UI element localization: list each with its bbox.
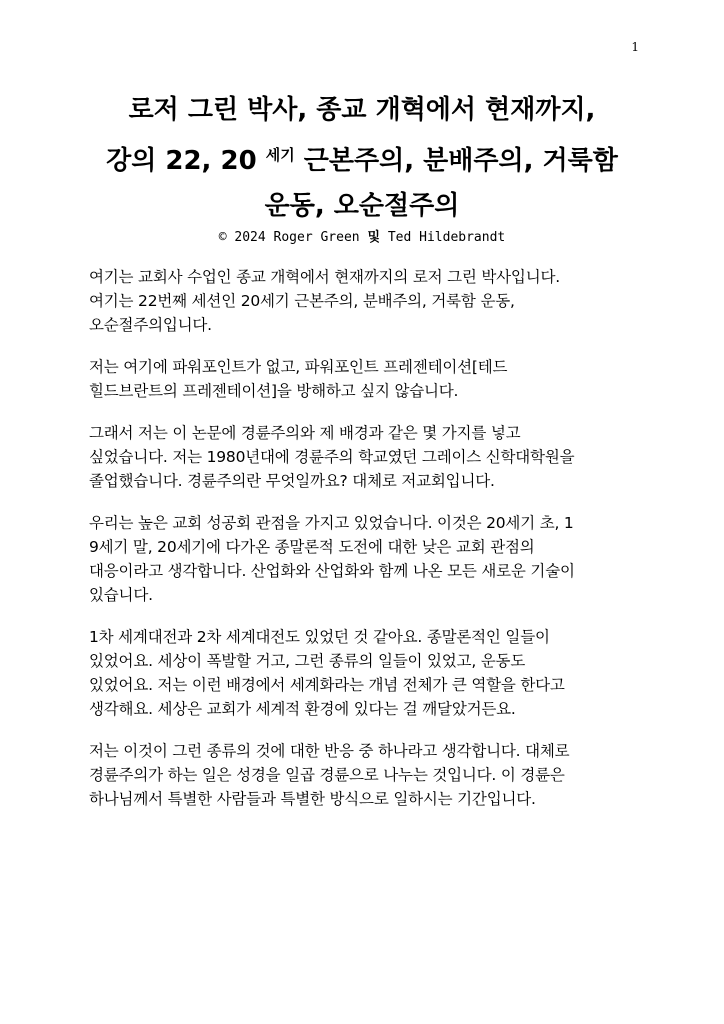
copyright-suffix: Ted Hildebrandt xyxy=(387,230,506,245)
title-line-2 xyxy=(60,133,664,184)
title-line-2-suffix: 근본주의, 분배주의, 거룩함 xyxy=(303,146,618,176)
paragraph-line: 생각해요. 세상은 교회가 세계적 환경에 있다는 걸 깨달았거든요. xyxy=(89,700,516,718)
document-title xyxy=(60,88,664,229)
copyright-prefix: © 2024 Roger Green xyxy=(218,230,360,245)
paragraph xyxy=(89,265,649,337)
paragraph-line: 있습니다. xyxy=(89,586,153,604)
paragraph-line: 있었어요. 저는 이런 배경에서 세계화라는 개념 전체가 큰 역할을 한다고 xyxy=(89,676,565,694)
title-line-3: 운동, 오순절주의 xyxy=(264,191,460,221)
paragraph xyxy=(89,355,649,403)
paragraph-line: 경륜주의가 하는 일은 성경을 일곱 경륜으로 나누는 것입니다. 이 경륜은 xyxy=(89,766,565,784)
paragraph-line: 있었어요. 세상이 폭발할 거고, 그런 종류의 일들이 있었고, 운동도 xyxy=(89,652,526,670)
paragraph-line: 우리는 높은 교회 성공회 관점을 가지고 있었습니다. 이것은 20세기 초, 1 xyxy=(89,514,574,532)
paragraph xyxy=(89,511,649,607)
paragraph xyxy=(89,739,649,811)
document-body xyxy=(89,265,649,829)
paragraph-line: 하나님께서 특별한 사람들과 특별한 방식으로 일하시는 기간입니다. xyxy=(89,790,536,808)
paragraph-line: 1차 세계대전과 2차 세계대전도 있었던 것 같아요. 종말론적인 일들이 xyxy=(89,628,550,646)
page-number: 1 xyxy=(631,40,639,54)
paragraph-line: 여기는 22번째 세션인 20세기 근본주의, 분배주의, 거룩함 운동, xyxy=(89,292,515,310)
paragraph-line: 저는 여기에 파워포인트가 없고, 파워포인트 프레젠테이션[테드 xyxy=(89,358,508,376)
copyright-line xyxy=(0,226,724,245)
paragraph-line: 대응이라고 생각합니다. 산업화와 산업화와 함께 나온 모든 새로운 기술이 xyxy=(89,562,575,580)
paragraph-line: 저는 이것이 그런 종류의 것에 대한 반응 중 하나라고 생각합니다. 대체로 xyxy=(89,742,570,760)
paragraph-line: 그래서 저는 이 논문에 경륜주의와 제 배경과 같은 몇 가지를 넣고 xyxy=(89,424,521,442)
paragraph-line: 9세기 말, 20세기에 다가온 종말론적 도전에 대한 낮은 교회 관점의 xyxy=(89,538,535,556)
paragraph xyxy=(89,625,649,721)
title-superscript: 세기 xyxy=(265,146,295,164)
paragraph-line: 싶었습니다. 저는 1980년대에 경륜주의 학교였던 그레이스 신학대학원을 xyxy=(89,448,575,466)
paragraph-line: 힐드브란트의 프레젠테이션]을 방해하고 싶지 않습니다. xyxy=(89,382,459,400)
paragraph-line: 여기는 교회사 수업인 종교 개혁에서 현재까지의 로저 그린 박사입니다. xyxy=(89,268,560,286)
title-line-2-prefix: 강의 22, 20 xyxy=(106,146,257,176)
title-line-1: 로저 그린 박사, 종교 개혁에서 현재까지, xyxy=(128,95,596,125)
paragraph xyxy=(89,421,649,493)
copyright-and: 및 xyxy=(367,230,381,245)
paragraph-line: 졸업했습니다. 경륜주의란 무엇일까요? 대체로 저교회입니다. xyxy=(89,472,495,490)
paragraph-line: 오순절주의입니다. xyxy=(89,316,212,334)
